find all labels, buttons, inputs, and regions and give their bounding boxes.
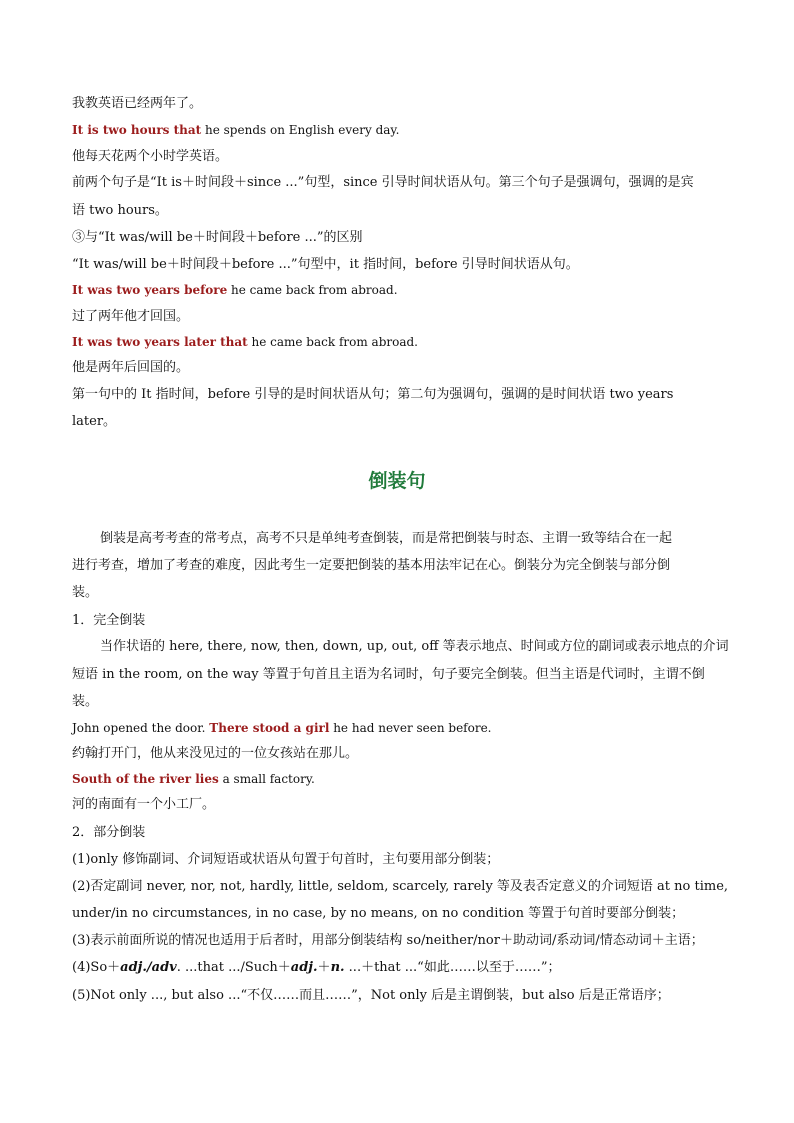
- example-line: [72, 720, 722, 737]
- highlight-text: It was two years later that: [72, 335, 248, 349]
- rule-line: (5)Not only ..., but also ...“不仅……而且……”，Not only 后是主谓倒装，but also 后是正常语序；: [72, 988, 670, 1003]
- rule-line: under/in no circumstances, in no case, by no means, on no condition 等置于句首时要部分倒装；: [72, 906, 685, 921]
- rule-italic-text: adj.: [290, 960, 318, 975]
- rule-line: (3)表示前面所说的情况也适用于后者时，用部分倒装结构 so/neither/nor＋助动词/系动词/情态动词＋主语；: [72, 933, 704, 948]
- rule-italic-text: n.: [330, 960, 345, 975]
- text-line: 前两个句子是“It is＋时间段＋since ...”句型，since 引导时间状语从句。第三个句子是强调句，强调的是宾: [72, 175, 694, 190]
- rule-text: ＋: [317, 960, 331, 975]
- example-text: he had never seen before.: [329, 721, 492, 735]
- subsection-heading: 1．完全倒装: [72, 613, 146, 628]
- text-line: 过了两年他才回国。: [72, 309, 190, 324]
- example-line: [72, 771, 722, 788]
- example-line: [72, 334, 722, 351]
- translation-line: 河的南面有一个小工厂。: [72, 797, 216, 812]
- highlight-text: There stood a girl: [209, 721, 330, 735]
- example-line: [72, 282, 722, 299]
- rule-text: (4)So＋: [72, 960, 121, 975]
- text-line: “It was/will be＋时间段＋before ...”句型中，it 指时间，before 引导时间状语从句。: [72, 257, 579, 272]
- paragraph-line: 装。: [72, 694, 99, 709]
- text-line: 我教英语已经两年了。: [72, 96, 203, 111]
- text-line: later。: [72, 414, 117, 429]
- subsection-heading: 2．部分倒装: [72, 825, 146, 840]
- paragraph-line: 进行考查，增加了考查的难度，因此考生一定要把倒装的基本用法牢记在心。倒装分为完全倒装与部分倒: [72, 558, 671, 573]
- example-text: he came back from abroad.: [247, 335, 418, 349]
- example-text: he spends on English every day.: [201, 123, 400, 137]
- rule-text: . ...that .../Such＋: [176, 960, 291, 975]
- text-line: 他是两年后回国的。: [72, 360, 190, 375]
- paragraph-line: 短语 in the room, on the way 等置于句首且主语为名词时，句子要完全倒装。但当主语是代词时，主谓不倒: [72, 667, 705, 682]
- text-line: ③与“It was/will be＋时间段＋before ...”的区别: [72, 230, 363, 245]
- text-line: 第一句中的 It 指时间，before 引导的是时间状语从句；第二句为强调句，强调的是时间状语 two years: [72, 387, 674, 402]
- text-line: 语 two hours。: [72, 203, 168, 218]
- paragraph-line: 当作状语的 here, there, now, then, down, up, out, off 等表示地点、时间或方位的副词或表示地点的介词: [100, 639, 729, 654]
- rule-line: (2)否定副词 never, nor, not, hardly, little, seldom, scarcely, rarely 等及表否定意义的介词短语 at no time,: [72, 879, 729, 894]
- highlight-text: It is two hours that: [72, 123, 202, 137]
- section-title: 倒装句: [368, 470, 426, 492]
- example-line: [72, 122, 722, 139]
- example-text: John opened the door.: [72, 721, 210, 735]
- rule-line: [72, 959, 722, 976]
- rule-line: (1)only 修饰副词、介词短语或状语从句置于句首时，主句要用部分倒装；: [72, 852, 500, 867]
- rule-italic-text: adj./adv: [120, 960, 177, 975]
- paragraph-line: 倒装是高考考查的常考点，高考不只是单纯考查倒装，而是常把倒装与时态、主谓一致等结合在一起: [100, 531, 673, 546]
- paragraph-line: 装。: [72, 585, 99, 600]
- text-line: 他每天花两个小时学英语。: [72, 149, 229, 164]
- highlight-text: It was two years before: [72, 283, 228, 297]
- highlight-text: South of the river lies: [72, 772, 219, 786]
- translation-line: 约翰打开门，他从来没见过的一位女孩站在那儿。: [72, 746, 359, 761]
- rule-text: ...＋that ...“如此……以至于……”；: [344, 960, 561, 975]
- example-text: a small factory.: [218, 772, 315, 786]
- example-text: he came back from abroad.: [227, 283, 398, 297]
